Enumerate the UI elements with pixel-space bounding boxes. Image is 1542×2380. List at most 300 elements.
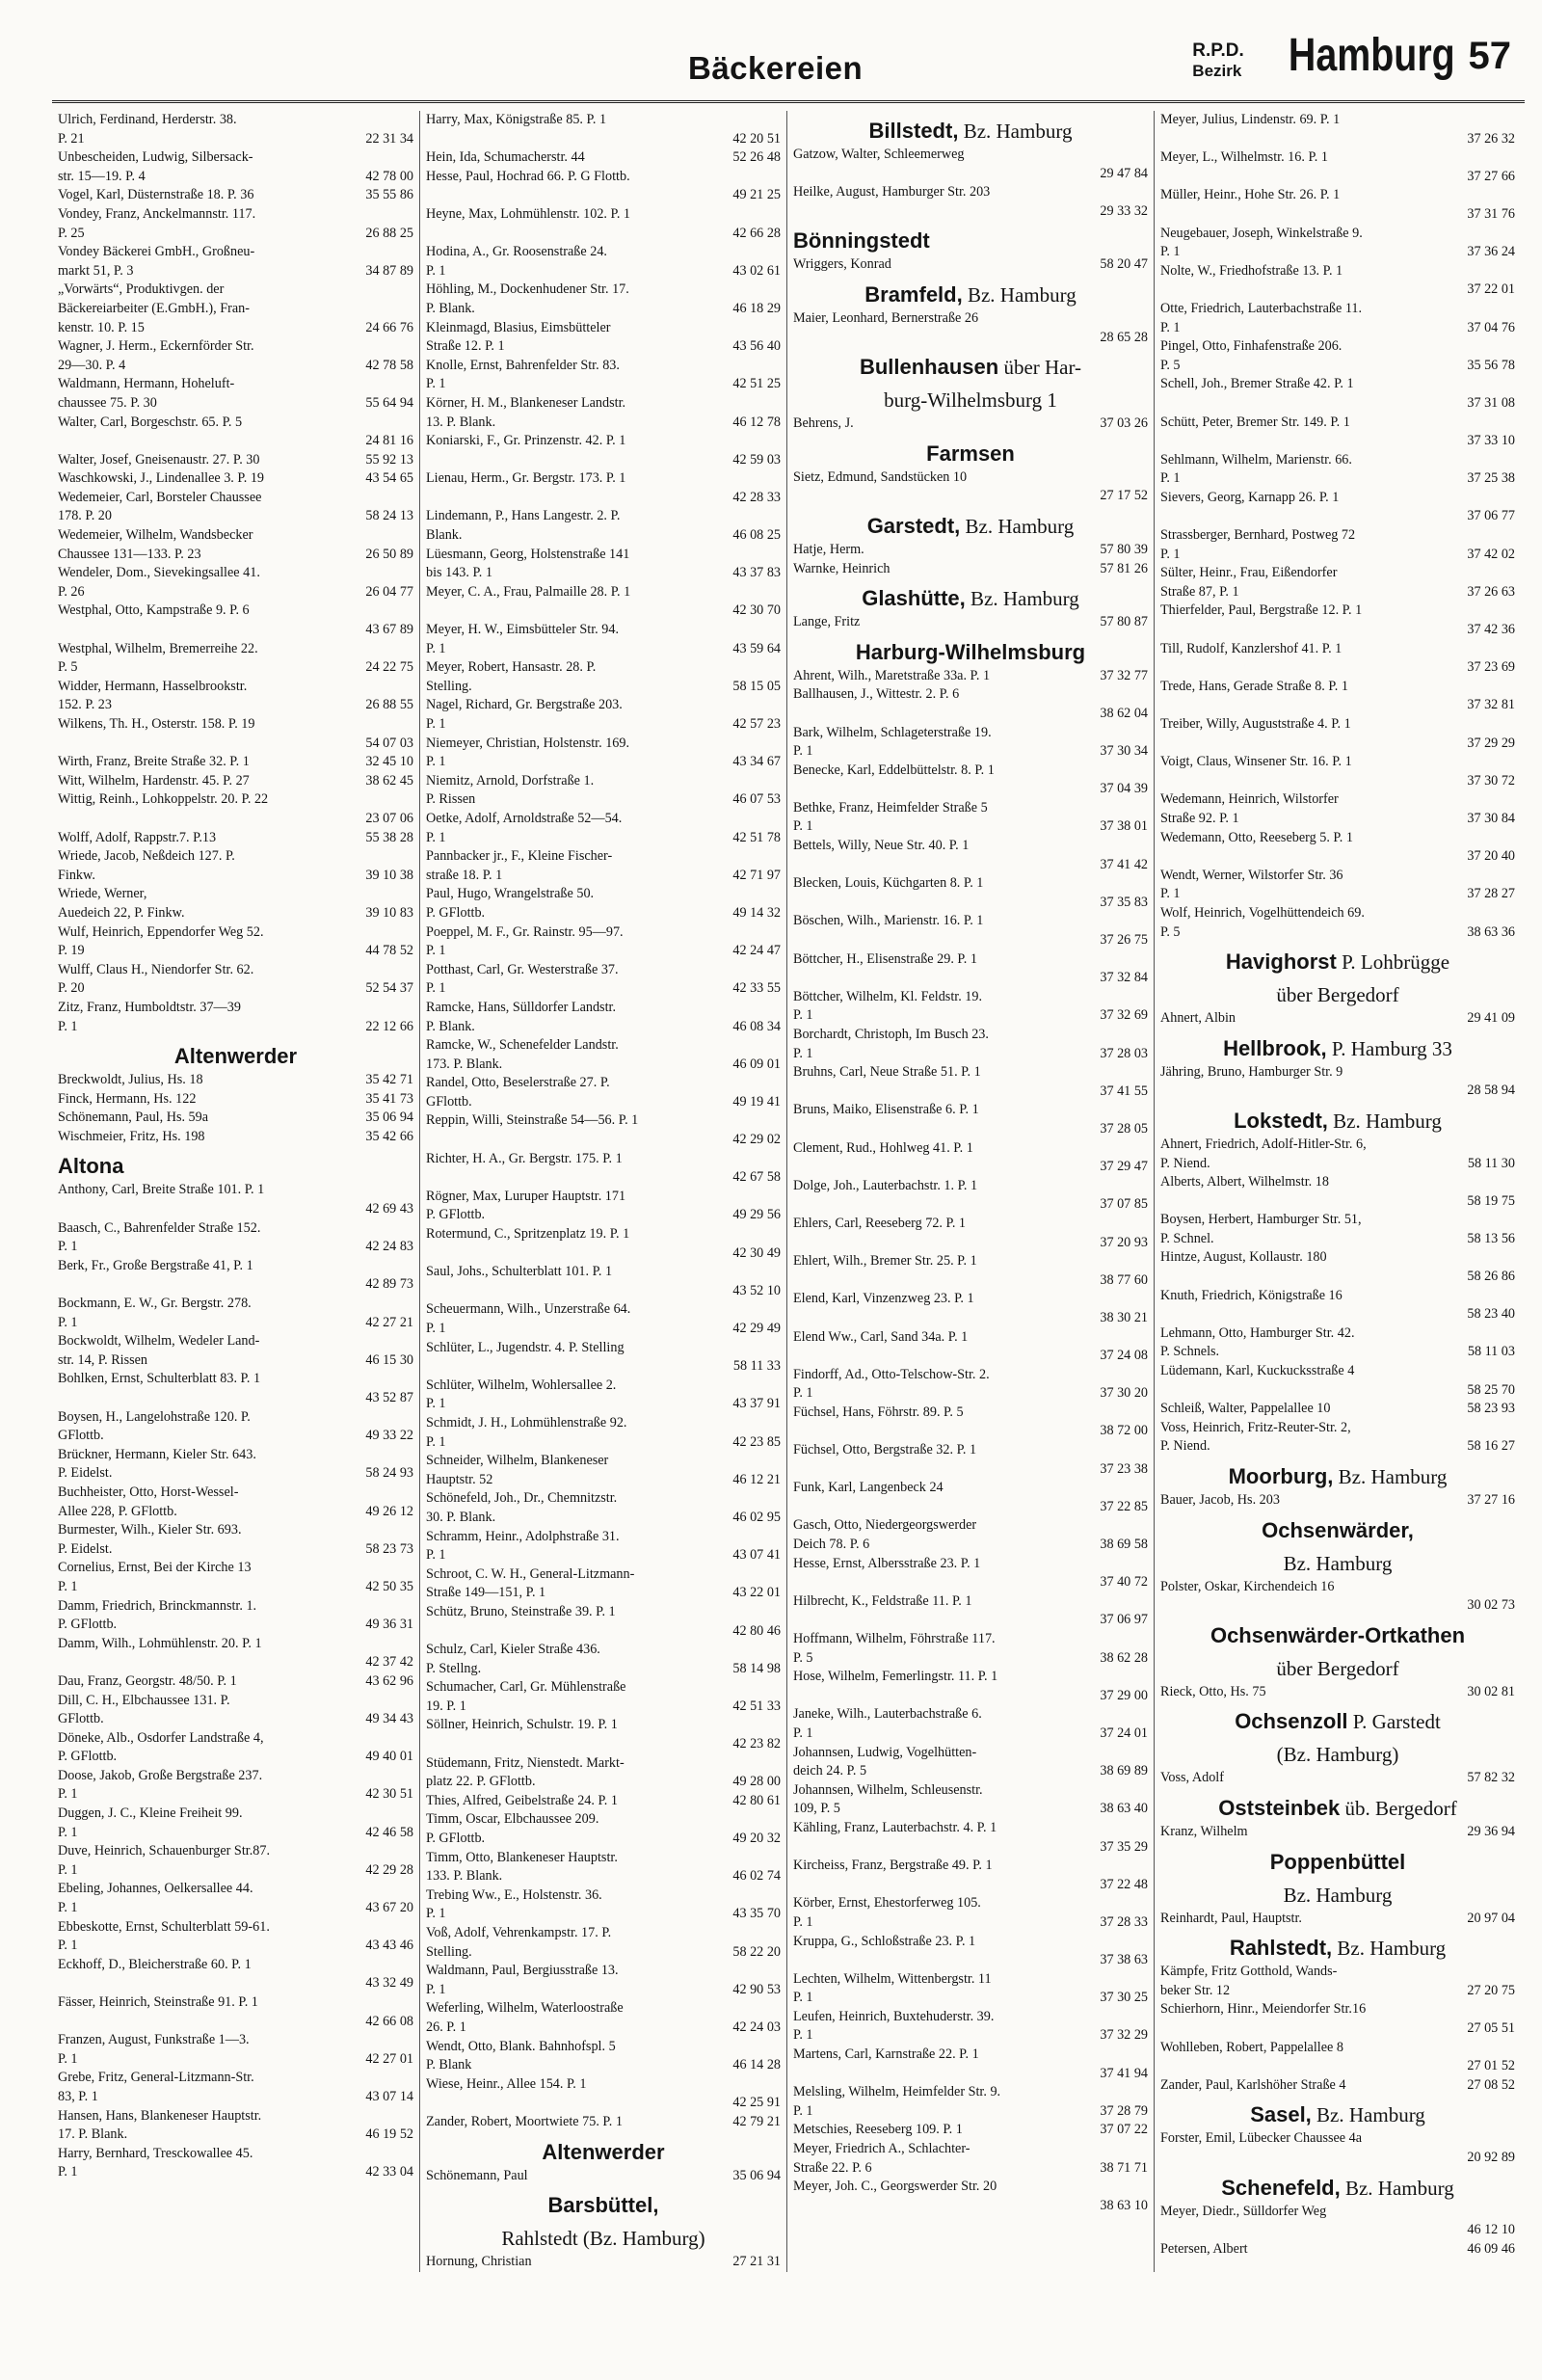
listing-line (426, 1244, 781, 1264)
listing-entry (793, 1063, 1148, 1101)
listing-phone: 35 41 73 (365, 1090, 413, 1107)
section-name: Poppenbüttel (1269, 1849, 1406, 1874)
listing-name: Meyer, H. W., Eimsbütteler Str. 94. (426, 622, 620, 638)
listing-name: Schell, Joh., Bremer Straße 42. P. 1 (1160, 376, 1354, 392)
listing-phone: 29 41 09 (1467, 1010, 1515, 1027)
listing-entry (58, 1128, 413, 1147)
section-subtitle: Bz. Hamburg (960, 514, 1075, 538)
listing-entry (426, 148, 781, 168)
listing-line (58, 1899, 413, 1918)
listing-line (1160, 583, 1515, 602)
listing-name: Schlüter, L., Jugendstr. 4. P. Stelling (426, 1339, 625, 1355)
listing-detail: P. 1 (426, 943, 446, 959)
listing-phone: 43 37 83 (732, 565, 781, 581)
listing-name: Rotermund, C., Spritzenplatz 19. P. 1 (426, 1226, 630, 1243)
listing-detail: P. 26 (58, 583, 85, 600)
listing-line (426, 1509, 781, 1528)
listing-name: Hose, Wilhelm, Femerlingstr. 11. P. 1 (793, 1669, 998, 1685)
listing-line (793, 2197, 1148, 2216)
section-name: Altenwerder (542, 2139, 665, 2164)
listing-line (58, 829, 413, 848)
section-subtitle: Bz. Hamburg (1283, 1551, 1393, 1575)
listing-line (426, 1943, 781, 1963)
listing-phone: 24 22 75 (365, 659, 413, 676)
listing-name: Wendeler, Dom., Sievekingsallee 41. (58, 565, 260, 581)
listing-phone: 39 10 38 (365, 867, 413, 883)
section-heading (1160, 1036, 1515, 1061)
section-name: Garstedt, (866, 513, 961, 538)
listing-entry (426, 507, 781, 545)
listing-name: Hodina, A., Gr. Roosenstraße 24. (426, 244, 607, 260)
listing-name: Scheuermann, Wilh., Unzerstraße 64. (426, 1301, 631, 1318)
section-heading (1160, 1850, 1515, 1875)
section-name: Barsbüttel, (547, 2193, 659, 2218)
listing-entry (58, 319, 413, 338)
listing-name: Clement, Rud., Hohlweg 41. P. 1 (793, 1139, 973, 1156)
listing-entry (1160, 375, 1515, 413)
listing-entry (426, 1339, 781, 1377)
listing-detail: P. Blank (426, 2057, 472, 2073)
listing-detail: kenstr. 10. P. 15 (58, 319, 145, 335)
section-heading (1160, 1883, 1515, 1908)
listing-line (426, 867, 781, 886)
listing-line (1160, 1823, 1515, 1842)
column-1 (52, 111, 419, 2272)
listing-name: Johannsen, Ludwig, Vogelhütten- (793, 1744, 977, 1760)
listing-phone: 37 32 84 (1100, 970, 1148, 986)
listing-phone: 27 20 75 (1467, 1982, 1515, 1998)
listing-line (793, 560, 1148, 579)
listing-detail: Wolff, Adolf, Rappstr.7. P.13 (58, 829, 217, 845)
listing-name: Wendt, Werner, Wilstorfer Str. 36 (1160, 867, 1343, 883)
page-number: 57 (1468, 35, 1511, 77)
section-heading (1160, 1623, 1515, 1648)
listing-name: Wolf, Heinrich, Vogelhüttendeich 69. (1160, 904, 1365, 921)
listing-detail: Zander, Paul, Karlshöher Straße 4 (1160, 2076, 1346, 2093)
listing-entry (793, 1215, 1148, 1252)
section-name: Bönningstedt (793, 228, 930, 254)
listing-phone: 37 41 94 (1100, 2065, 1148, 2081)
listing-phone: 58 23 93 (1467, 1401, 1515, 1417)
listing-line (793, 1838, 1148, 1858)
listing-entry (58, 678, 413, 715)
listing-detail: Wriede, Jacob, Neßdeich 127. P. (58, 848, 235, 865)
listing-line (793, 931, 1148, 950)
section-subtitle: burg-Wilhelmsburg 1 (884, 388, 1057, 413)
listing-phone: 37 38 63 (1100, 1952, 1148, 1968)
listing-detail: 30. P. Blank. (426, 1509, 496, 1525)
listing-phone: 46 09 01 (732, 1056, 781, 1072)
listing-detail: P. 5 (1160, 923, 1181, 940)
listing-phone: 43 52 10 (732, 1282, 781, 1298)
listing-line (426, 225, 781, 244)
listing-name: Körner, H. M., Blankeneser Landstr. (426, 394, 626, 411)
listing-entry (58, 829, 413, 848)
listing-phone: 55 38 28 (365, 829, 413, 845)
listing-phone: 37 42 02 (1467, 546, 1515, 562)
listing-phone: 29 36 94 (1467, 1823, 1515, 1839)
listing-name: Randel, Otto, Beselerstraße 27. P. (426, 1075, 610, 1091)
listing-line (793, 2102, 1148, 2122)
listing-detail: P. GFlottb. (426, 1207, 486, 1223)
listing-line (58, 904, 413, 923)
listing-phone: 42 28 33 (732, 489, 781, 505)
listing-entry (426, 961, 781, 999)
listing-phone: 37 28 79 (1100, 2102, 1148, 2119)
listing-detail: P. 5 (1160, 357, 1181, 373)
listing-phone: 37 41 42 (1100, 856, 1148, 872)
listing-line (793, 414, 1148, 434)
listing-entry (58, 1805, 413, 1842)
listing-phone: 34 87 89 (365, 262, 413, 279)
listing-detail: Zander, Robert, Moortwiete 75. P. 1 (426, 2113, 623, 2129)
listing-phone: 43 59 64 (732, 640, 781, 656)
listing-phone: 37 27 16 (1467, 1492, 1515, 1508)
listing-name: Koniarski, F., Gr. Prinzenstr. 42. P. 1 (426, 433, 626, 449)
listing-line (426, 526, 781, 546)
listing-detail: Metschies, Reeseberg 109. P. 1 (793, 2122, 963, 2138)
listing-phone: 58 11 33 (732, 1358, 781, 1375)
listing-name: Sülter, Heinr., Frau, Eißendorfer (1160, 565, 1338, 581)
listing-phone: 49 26 12 (365, 1503, 413, 1519)
listing-entry (1160, 526, 1515, 564)
listing-detail: Dau, Franz, Georgstr. 48/50. P. 1 (58, 1672, 237, 1689)
listing-detail: Schönemann, Paul (426, 2167, 528, 2183)
listing-line (793, 667, 1148, 686)
listing-detail: P. 1 (426, 376, 446, 392)
listing-entry (426, 281, 781, 318)
listing-name: Schierhorn, Hinr., Meiendorfer Str.16 (1160, 2001, 1367, 2018)
listing-line (58, 1710, 413, 1729)
listing-detail: 109, P. 5 (793, 1801, 840, 1817)
listing-name: Schütt, Peter, Bremer Str. 149. P. 1 (1160, 414, 1350, 430)
listing-name: Rögner, Max, Luruper Hauptstr. 171 (426, 1188, 626, 1204)
listing-entry (58, 1842, 413, 1880)
listing-entry (426, 243, 781, 281)
section-heading (426, 2193, 781, 2218)
listing-phone: 58 23 73 (365, 1540, 413, 1557)
listing-name: Lienau, Herm., Gr. Bergstr. 173. P. 1 (426, 470, 626, 487)
listing-phone: 43 54 65 (365, 470, 413, 487)
listing-entry (58, 2031, 413, 2069)
listing-name: Maier, Leonhard, Bernerstraße 26 (793, 309, 979, 326)
listing-line (793, 894, 1148, 913)
listing-detail: P. 1 (58, 1018, 78, 1034)
listing-phone: 27 08 52 (1467, 2076, 1515, 2093)
listing-name: Ebbeskotte, Ernst, Schulterblatt 59-61. (58, 1918, 270, 1935)
listing-entry (426, 1528, 781, 1565)
listing-entry (1160, 451, 1515, 489)
listing-phone: 42 57 23 (732, 716, 781, 732)
listing-name: Böttcher, Wilhelm, Kl. Feldstr. 19. (793, 988, 983, 1004)
listing-phone: 38 77 60 (1100, 1271, 1148, 1288)
listing-name: Bark, Wilhelm, Schlageterstraße 19. (793, 724, 992, 740)
listing-name: Böschen, Wilh., Marienstr. 16. P. 1 (793, 913, 984, 929)
listing-line (793, 1158, 1148, 1177)
listing-entry (793, 988, 1148, 1026)
listing-line (793, 1951, 1148, 1970)
section-name: Sasel, (1250, 2102, 1312, 2127)
listing-entry (58, 1408, 413, 1446)
listing-line (426, 829, 781, 848)
listing-name: Waldmann, Hermann, Hoheluft- (58, 376, 235, 392)
listing-phone: 42 37 42 (365, 1654, 413, 1671)
listing-name: Funk, Karl, Langenbeck 24 (793, 1480, 944, 1496)
listing-detail: P. Schnels. (1160, 1344, 1220, 1360)
listing-phone: 37 35 29 (1100, 1838, 1148, 1855)
listing-entry (426, 658, 781, 696)
listing-entry (58, 1109, 413, 1128)
listing-line (426, 1660, 781, 1679)
listing-name: Sievers, Georg, Karnapp 26. P. 1 (1160, 489, 1340, 505)
listing-detail: str. 15—19. P. 4 (58, 168, 146, 184)
listing-phone: 46 08 34 (732, 1018, 781, 1034)
listing-entry (793, 1705, 1148, 1743)
listing-entry (426, 2253, 781, 2272)
listing-phone: 26 88 55 (365, 697, 413, 713)
section-heading (1160, 1796, 1515, 1821)
listing-line (793, 1422, 1148, 1441)
listing-entry (793, 2008, 1148, 2046)
listing-entry (58, 961, 413, 999)
listing-entry (793, 1366, 1148, 1404)
listing-detail: P. 1 (793, 1385, 813, 1402)
listing-line (58, 1748, 413, 1767)
listing-line (426, 2056, 781, 2075)
listing-line (58, 1128, 413, 1147)
listing-entry (1160, 1287, 1515, 1324)
listing-detail: Walter, Josef, Gneisenaustr. 27. P. 30 (58, 451, 260, 468)
listing-phone: 58 19 75 (1467, 1192, 1515, 1209)
listing-phone: 37 30 20 (1100, 1385, 1148, 1402)
listing-entry (58, 1729, 413, 1767)
section-subtitle: Bz. Hamburg (1333, 1465, 1448, 1488)
listing-name: Neugebauer, Joseph, Winkelstraße 9. (1160, 225, 1363, 241)
listing-phone: 37 30 84 (1467, 810, 1515, 826)
listing-phone: 57 80 87 (1100, 614, 1148, 630)
listing-detail: P. 1 (793, 1045, 813, 1061)
listing-entry (426, 1111, 781, 1149)
listing-detail: P. 1 (426, 754, 446, 770)
section-heading (58, 1154, 413, 1179)
listing-phone: 49 36 31 (365, 1617, 413, 1633)
listing-entry (1160, 2129, 1515, 2167)
listing-phone: 58 20 47 (1100, 256, 1148, 273)
listing-phone: 43 67 89 (365, 622, 413, 638)
listing-detail: 26. P. 1 (426, 2019, 466, 2035)
listing-entry (426, 432, 781, 469)
listing-line (426, 1830, 781, 1849)
listing-name: Walter, Carl, Borgeschstr. 65. P. 5 (58, 414, 243, 430)
listing-line (426, 1093, 781, 1112)
section-subtitle: P. Lohbrügge (1336, 950, 1450, 975)
listing-phone: 37 28 33 (1100, 1913, 1148, 1930)
listing-phone: 37 28 27 (1467, 886, 1515, 902)
listing-detail: bis 143. P. 1 (426, 565, 492, 581)
listing-entry (426, 319, 781, 357)
listing-entry (1160, 2076, 1515, 2096)
listing-line (793, 1536, 1148, 1555)
section-subtitle: Bz. Hamburg (1340, 2176, 1454, 2200)
section-heading (793, 282, 1148, 308)
listing-phone: 42 27 01 (365, 2050, 413, 2067)
listing-detail: Bauer, Jacob, Hs. 203 (1160, 1492, 1280, 1508)
listing-name: Voß, Adolf, Vehrenkampstr. 17. P. (426, 1925, 612, 1940)
listing-line (426, 1773, 781, 1792)
listing-entry (58, 148, 413, 186)
listing-name: Melsling, Wilhelm, Heimfelder Str. 9. (793, 2084, 1001, 2100)
listing-entry (1160, 300, 1515, 337)
listing-detail: GFlottb. (58, 1711, 104, 1727)
listing-name: Otte, Friedrich, Lauterbachstraße 11. (1160, 300, 1363, 316)
listing-name: Westphal, Wilhelm, Bremerreihe 22. (58, 640, 258, 656)
listing-phone: 35 56 78 (1467, 357, 1515, 373)
listing-name: Bruhns, Carl, Neue Straße 51. P. 1 (793, 1064, 981, 1081)
listing-line (426, 1056, 781, 1075)
listing-name: Körber, Ernst, Ehestorferweg 105. (793, 1895, 981, 1912)
listing-line (1160, 1381, 1515, 1401)
listing-name: Boysen, H., Langelohstraße 120. P. (58, 1408, 251, 1425)
listing-name: Bruns, Maiko, Elisenstraße 6. P. 1 (793, 1102, 979, 1118)
listing-name: Döneke, Alb., Osdorfer Landstraße 4, (58, 1729, 264, 1746)
section-heading (1160, 1742, 1515, 1767)
listing-line (58, 1018, 413, 1037)
listing-detail: P. 1 (426, 1433, 446, 1450)
listing-line (1160, 1491, 1515, 1511)
listing-phone: 49 29 56 (732, 1207, 781, 1223)
listing-line (793, 1384, 1148, 1404)
listing-line (793, 742, 1148, 762)
listing-entry (793, 1894, 1148, 1932)
listing-name: Damm, Wilh., Lohmühlenstr. 20. P. 1 (58, 1635, 262, 1651)
listing-phone: 42 80 46 (732, 1622, 781, 1639)
listing-entry (426, 1792, 781, 1811)
listing-detail: 173. P. Blank. (426, 1056, 503, 1072)
listing-entry (58, 111, 413, 148)
section-subtitle: Bz. Hamburg (1327, 1109, 1442, 1133)
listing-entry (1160, 2240, 1515, 2260)
listing-line (58, 1314, 413, 1333)
listing-line (793, 487, 1148, 506)
listing-line (1160, 243, 1515, 262)
listing-phone: 43 32 49 (365, 1975, 413, 1992)
section-subtitle: über Bergedorf (1276, 983, 1399, 1007)
listing-entry (426, 357, 781, 394)
listing-line (58, 753, 413, 772)
listing-phone: 58 25 70 (1467, 1381, 1515, 1398)
listing-name: Kleinmagd, Blasius, Eimsbütteler (426, 319, 611, 335)
listing-detail: P. Niend. (1160, 1438, 1210, 1455)
listing-line (426, 979, 781, 999)
listing-phone: 55 92 13 (365, 451, 413, 468)
listing-detail: 152. P. 23 (58, 697, 112, 713)
listing-name: Hesse, Ernst, Albersstraße 23. P. 1 (793, 1555, 981, 1571)
listing-phone: 42 30 51 (365, 1786, 413, 1803)
listing-entry (793, 1857, 1148, 1894)
listing-phone: 27 01 52 (1467, 2058, 1515, 2074)
listing-detail: Hauptstr. 52 (426, 1471, 493, 1487)
listing-line (793, 1913, 1148, 1933)
listing-name: Reppin, Willi, Steinstraße 54—56. P. 1 (426, 1112, 639, 1129)
listing-line (58, 1785, 413, 1805)
listing-entry (793, 309, 1148, 347)
listing-phone: 37 25 38 (1467, 470, 1515, 487)
listing-detail: Vogel, Karl, Düsternstraße 18. P. 36 (58, 187, 254, 203)
listing-name: Wohlleben, Robert, Pappelallee 8 (1160, 2039, 1343, 2055)
listing-line (426, 640, 781, 659)
listing-phone: 37 04 76 (1467, 319, 1515, 335)
listing-entry (58, 602, 413, 639)
listing-entry (1160, 867, 1515, 904)
listing-detail: P. 5 (58, 659, 78, 676)
listing-entry (58, 885, 413, 923)
listing-line (793, 969, 1148, 988)
listing-name: Wedemann, Otto, Reeseberg 5. P. 1 (1160, 829, 1353, 845)
section-heading (1160, 1656, 1515, 1681)
listing-phone: 37 30 34 (1100, 743, 1148, 760)
listing-entry (1160, 1324, 1515, 1362)
listing-detail: P. 1 (426, 716, 446, 732)
listing-line (426, 1905, 781, 1924)
listing-name: Stüdemann, Fritz, Nienstedt. Markt- (426, 1754, 625, 1771)
listing-entry (793, 414, 1148, 434)
listing-name: Gasch, Otto, Niedergeorgswerder (793, 1517, 977, 1534)
listing-name: Ramcke, W., Schenefelder Landstr. (426, 1037, 619, 1054)
listing-line (426, 678, 781, 697)
listing-line (793, 856, 1148, 875)
listing-name: Pingel, Otto, Finhafenstraße 206. (1160, 338, 1343, 355)
listing-detail: Chaussee 131—133. P. 23 (58, 546, 201, 562)
listing-phone: 58 14 98 (732, 1660, 781, 1676)
listing-entry (1160, 262, 1515, 300)
section-heading (426, 2140, 781, 2165)
listing-entry (1160, 1419, 1515, 1457)
listing-phone: 37 29 47 (1100, 1159, 1148, 1175)
listing-entry (58, 337, 413, 375)
listing-detail: beker Str. 12 (1160, 1982, 1231, 1998)
section-name: Hellbrook, (1223, 1035, 1327, 1060)
listing-entry (1160, 1248, 1515, 1286)
listing-phone: 42 71 97 (732, 867, 781, 883)
listing-line (426, 904, 781, 923)
section-heading (1160, 1464, 1515, 1489)
listing-phone: 37 41 55 (1100, 1083, 1148, 1099)
listing-name: Elend Ww., Carl, Sand 34a. P. 1 (793, 1328, 969, 1345)
listing-line (793, 255, 1148, 275)
listing-phone: 58 26 86 (1467, 1269, 1515, 1285)
listing-entry (426, 168, 781, 205)
listing-entry (1160, 1063, 1515, 1101)
listing-phone: 27 17 52 (1100, 488, 1148, 504)
listing-line (58, 225, 413, 244)
listing-name: Timm, Otto, Blankeneser Hauptstr. (426, 1849, 618, 1865)
listing-line (426, 715, 781, 735)
columns (52, 111, 1525, 2272)
listing-name: Meyer, Julius, Lindenstr. 69. P. 1 (1160, 112, 1341, 127)
listing-line (793, 1460, 1148, 1480)
listing-line (1160, 1769, 1515, 1788)
listing-line (58, 942, 413, 961)
listing-phone: 37 32 77 (1100, 667, 1148, 683)
listing-detail: P. Niend. (1160, 1155, 1210, 1171)
listing-detail: P. 1 (58, 1900, 78, 1916)
listing-name: Hesse, Paul, Hochrad 66. P. G Flottb. (426, 168, 630, 184)
section-name: Schenefeld, (1221, 2175, 1341, 2200)
listing-phone: 42 79 21 (732, 2113, 781, 2129)
listing-line (1160, 1009, 1515, 1029)
listing-phone: 58 24 13 (365, 508, 413, 524)
listing-detail: Wirth, Franz, Breite Straße 32. P. 1 (58, 754, 250, 770)
